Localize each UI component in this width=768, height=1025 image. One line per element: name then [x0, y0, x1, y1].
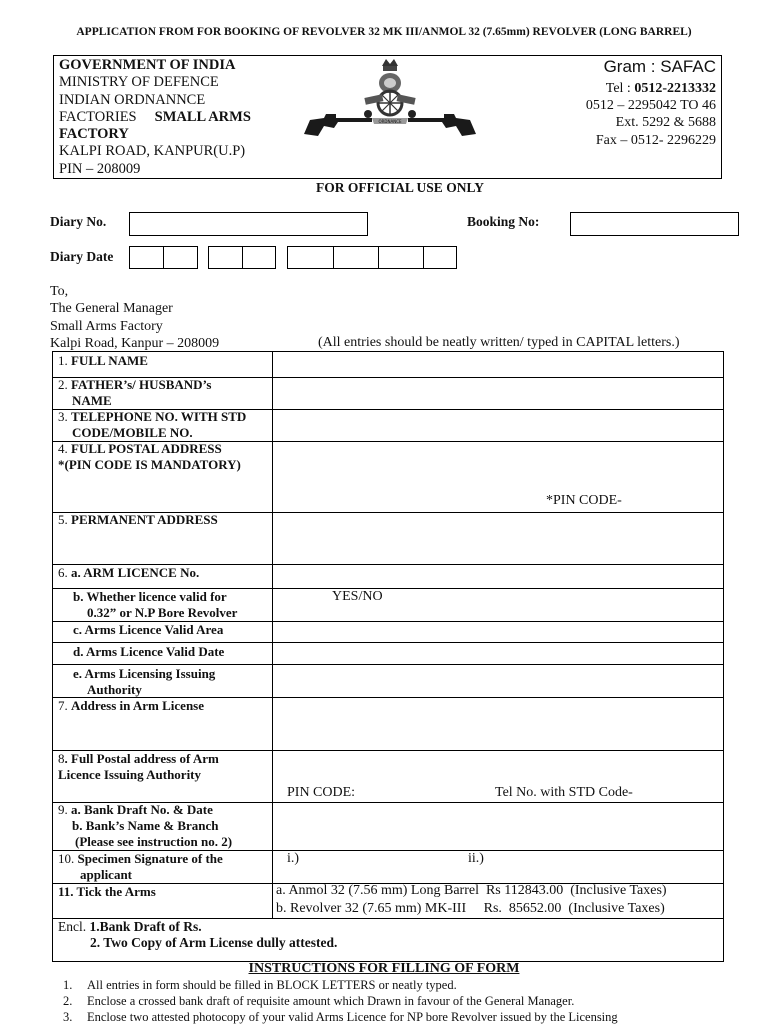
booking-no-label: Booking No: [467, 214, 540, 229]
svg-text:ORDNANCE: ORDNANCE [378, 119, 402, 124]
instruction-item: 2. Enclose a crossed bank draft of requisite amount which Drawn in favour of the General Manager. [63, 994, 575, 1008]
diary-no-label: Diary No. [50, 214, 107, 229]
instructions-list [63, 977, 618, 1025]
addressee-title: The General Manager [50, 301, 173, 317]
permanent-address-label: 5. PERMANENT ADDRESS [58, 512, 218, 527]
arm-licence-no-label: 6. a. ARM LICENCE No. [58, 565, 200, 580]
org-line-factories: FACTORIES [59, 108, 137, 125]
contact-details [586, 80, 716, 149]
form-title: APPLICATION FROM FOR BOOKING OF REVOLVER 32 MK III/ANMOL 32 (7.65mm) REVOLVER (LONG BARREL) [76, 26, 692, 38]
org-line-government: GOVERNMENT OF INDIA [59, 57, 236, 73]
licence-validity-label: b. Whether licence valid for 0.32” or N.P Bore Revolver [73, 589, 238, 620]
tick-arms-label: 11. Tick the Arms [58, 884, 156, 899]
option-anmol-32[interactable]: a. Anmol 32 (7.56 mm) Long Barrel Rs 112843.00 (Inclusive Taxes) [276, 883, 667, 898]
tel-label: Tel : [605, 81, 635, 96]
fax-number: Fax – 0512- 2296229 [595, 132, 716, 148]
licence-valid-area-label: c. Arms Licence Valid Area [73, 622, 224, 637]
arm-licence-no-field[interactable] [274, 565, 722, 588]
phone-range: 0512 – 2295042 TO 46 [585, 98, 716, 114]
capital-letters-note: (All entries should be neatly written/ typed in CAPITAL letters.) [318, 335, 680, 350]
addressee-to: To, [50, 284, 69, 299]
postal-address-field[interactable] [274, 442, 722, 512]
enclosures: Encl. 1.Bank Draft of Rs. 2. Two Copy of Arm License dully attested. [58, 919, 338, 950]
signature-slot-2[interactable]: ii.) [468, 851, 484, 866]
diary-no-field[interactable] [129, 212, 368, 236]
licence-valid-area-field[interactable] [274, 622, 722, 642]
diary-date-month-field[interactable] [208, 246, 276, 269]
arm-license-address-field[interactable] [274, 698, 722, 750]
official-use-heading: FOR OFFICIAL USE ONLY [316, 180, 484, 195]
addressee-address: Kalpi Road, Kanpur – 208009 [50, 335, 220, 351]
specimen-signature-label: 10. Specimen Signature of the applicant [58, 851, 223, 882]
telegram-address: Gram : SAFAC [603, 57, 716, 76]
letterhead [53, 55, 722, 179]
org-line-small-arms: SMALL ARMS [154, 108, 251, 125]
diary-date-day-field[interactable] [129, 246, 198, 269]
licence-valid-date-field[interactable] [274, 643, 722, 664]
addressee-block [50, 283, 219, 352]
full-name-label: 1. FULL NAME [58, 353, 148, 368]
instructions-heading: INSTRUCTIONS FOR FILLING OF FORM [248, 961, 520, 976]
licence-valid-date-label: d. Arms Licence Valid Date [73, 644, 225, 659]
father-husband-name-label: 2. FATHER’s/ HUSBAND’s NAME [58, 377, 212, 408]
postal-address-label: 4. FULL POSTAL ADDRESS *(PIN CODE IS MANDATORY) [58, 441, 241, 472]
org-line-kalpi-road: KALPI ROAD, KANPUR(U.P) [59, 143, 246, 160]
application-form-table [52, 351, 724, 962]
telephone-field[interactable] [274, 410, 722, 441]
tel-number: 0512-2213332 [634, 81, 716, 96]
telephone-label: 3. TELEPHONE NO. WITH STD CODE/MOBILE NO. [58, 409, 247, 440]
licensing-authority-field[interactable] [274, 665, 722, 697]
arm-license-address-label: 7. Address in Arm License [58, 698, 205, 713]
licensing-authority-label: e. Arms Licensing Issuing Authority [73, 666, 216, 697]
booking-no-field[interactable] [570, 212, 739, 236]
issuing-authority-address-label: 8. Full Postal address of Arm Licence Issuing Authority [58, 751, 219, 782]
postal-pin-code-label: *PIN CODE- [546, 493, 622, 508]
issuing-authority-pin-code-label: PIN CODE: [287, 785, 356, 800]
diary-date-year-field[interactable] [287, 246, 457, 269]
org-line-ministry: MINISTRY OF DEFENCE [59, 74, 219, 91]
option-revolver-32[interactable]: b. Revolver 32 (7.65 mm) MK-III Rs. 85652.00 (Inclusive Taxes) [276, 901, 665, 916]
bank-draft-label: 9. a. Bank Draft No. & Date b. Bank’s Name & Branch (Please see instruction no. 2) [58, 802, 233, 849]
org-line-pin: PIN – 208009 [59, 160, 141, 177]
organization-address [59, 57, 251, 178]
extension-numbers: Ext. 5292 & 5688 [615, 115, 716, 131]
full-name-field[interactable] [274, 353, 722, 377]
addressee-organization: Small Arms Factory [50, 318, 163, 334]
permanent-address-field[interactable] [274, 513, 722, 564]
org-line-ordnance: INDIAN ORDNANNCE [59, 91, 206, 108]
bank-draft-field[interactable] [274, 803, 722, 850]
issuing-authority-tel-label: Tel No. with STD Code- [495, 785, 633, 800]
instruction-item: 3. Enclose two attested photocopy of your valid Arms Licence for NP bore Revolver issued by the Licensing [63, 1010, 618, 1024]
licence-validity-yes-no[interactable]: YES/NO [332, 589, 383, 604]
ordnance-emblem-icon [302, 56, 478, 146]
diary-date-label: Diary Date [50, 249, 114, 264]
instruction-item: 1. All entries in form should be filled in BLOCK LETTERS or neatly typed. [63, 978, 457, 992]
father-husband-name-field[interactable] [274, 378, 722, 409]
signature-slot-1[interactable]: i.) [287, 851, 300, 866]
org-line-factory: FACTORY [59, 126, 129, 143]
